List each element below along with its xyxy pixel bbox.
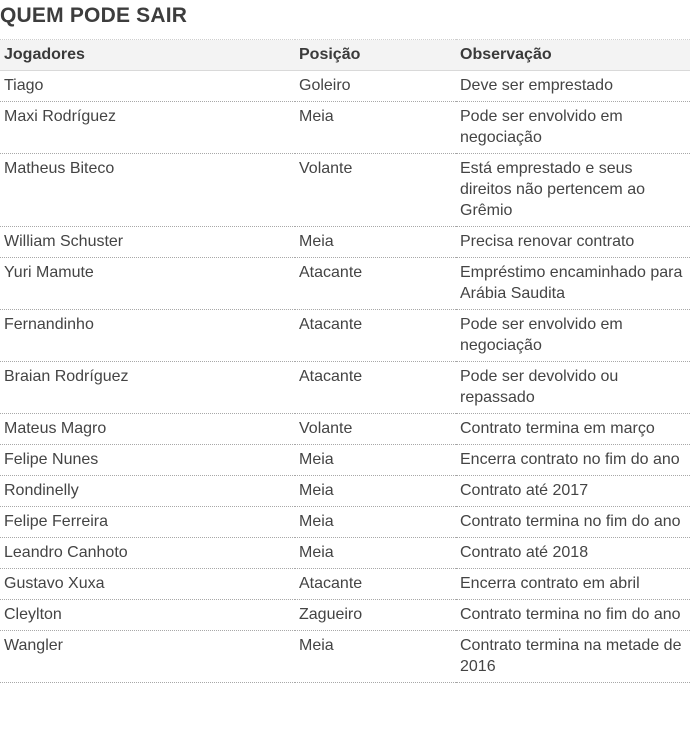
table-body bbox=[0, 71, 690, 683]
position-cell: Atacante bbox=[295, 362, 456, 414]
player-name-cell: Gustavo Xuxa bbox=[0, 569, 295, 600]
note-cell: Empréstimo encaminhado para Arábia Saudita bbox=[456, 258, 690, 310]
table-row bbox=[0, 310, 690, 362]
position-cell: Atacante bbox=[295, 569, 456, 600]
table-row bbox=[0, 227, 690, 258]
table-row bbox=[0, 476, 690, 507]
table-row bbox=[0, 538, 690, 569]
page-title: QUEM PODE SAIR bbox=[0, 4, 188, 27]
note-cell: Pode ser envolvido em negociação bbox=[456, 102, 690, 154]
note-cell: Encerra contrato em abril bbox=[456, 569, 690, 600]
note-cell: Contrato até 2017 bbox=[456, 476, 690, 507]
player-name-cell: Cleylton bbox=[0, 600, 295, 631]
note-cell: Contrato termina no fim do ano bbox=[456, 507, 690, 538]
table-row bbox=[0, 507, 690, 538]
position-cell: Meia bbox=[295, 476, 456, 507]
position-cell: Meia bbox=[295, 445, 456, 476]
position-cell: Goleiro bbox=[295, 71, 456, 102]
player-name-cell: Leandro Canhoto bbox=[0, 538, 295, 569]
player-name-cell: Tiago bbox=[0, 71, 295, 102]
table-row bbox=[0, 71, 690, 102]
table-row bbox=[0, 102, 690, 154]
table-row bbox=[0, 631, 690, 683]
position-cell: Volante bbox=[295, 154, 456, 227]
player-name-cell: William Schuster bbox=[0, 227, 295, 258]
table-row bbox=[0, 569, 690, 600]
table-header bbox=[0, 40, 690, 71]
table-row bbox=[0, 154, 690, 227]
note-cell: Contrato termina em março bbox=[456, 414, 690, 445]
position-cell: Meia bbox=[295, 538, 456, 569]
position-cell: Meia bbox=[295, 102, 456, 154]
header-row bbox=[0, 40, 690, 71]
player-name-cell: Yuri Mamute bbox=[0, 258, 295, 310]
player-name-cell: Wangler bbox=[0, 631, 295, 683]
player-name-cell: Maxi Rodríguez bbox=[0, 102, 295, 154]
position-cell: Meia bbox=[295, 507, 456, 538]
table-row bbox=[0, 258, 690, 310]
player-name-cell: Felipe Nunes bbox=[0, 445, 295, 476]
table-row bbox=[0, 414, 690, 445]
player-name-cell: Fernandinho bbox=[0, 310, 295, 362]
position-cell: Atacante bbox=[295, 310, 456, 362]
position-cell: Volante bbox=[295, 414, 456, 445]
column-header-posicao: Posição bbox=[295, 40, 456, 71]
note-cell: Contrato até 2018 bbox=[456, 538, 690, 569]
table-row bbox=[0, 600, 690, 631]
note-cell: Encerra contrato no fim do ano bbox=[456, 445, 690, 476]
table-row bbox=[0, 362, 690, 414]
position-cell: Meia bbox=[295, 227, 456, 258]
note-cell: Pode ser devolvido ou repassado bbox=[456, 362, 690, 414]
note-cell: Precisa renovar contrato bbox=[456, 227, 690, 258]
column-header-jogadores: Jogadores bbox=[0, 40, 295, 71]
note-cell: Pode ser envolvido em negociação bbox=[456, 310, 690, 362]
player-name-cell: Braian Rodríguez bbox=[0, 362, 295, 414]
note-cell: Contrato termina no fim do ano bbox=[456, 600, 690, 631]
note-cell: Contrato termina na metade de 2016 bbox=[456, 631, 690, 683]
position-cell: Zagueiro bbox=[295, 600, 456, 631]
player-name-cell: Matheus Biteco bbox=[0, 154, 295, 227]
note-cell: Está emprestado e seus direitos não pertencem ao Grêmio bbox=[456, 154, 690, 227]
position-cell: Meia bbox=[295, 631, 456, 683]
table-row bbox=[0, 445, 690, 476]
players-table bbox=[0, 39, 690, 683]
column-header-observacao: Observação bbox=[456, 40, 690, 71]
player-name-cell: Felipe Ferreira bbox=[0, 507, 295, 538]
player-name-cell: Mateus Magro bbox=[0, 414, 295, 445]
note-cell: Deve ser emprestado bbox=[456, 71, 690, 102]
player-name-cell: Rondinelly bbox=[0, 476, 295, 507]
position-cell: Atacante bbox=[295, 258, 456, 310]
